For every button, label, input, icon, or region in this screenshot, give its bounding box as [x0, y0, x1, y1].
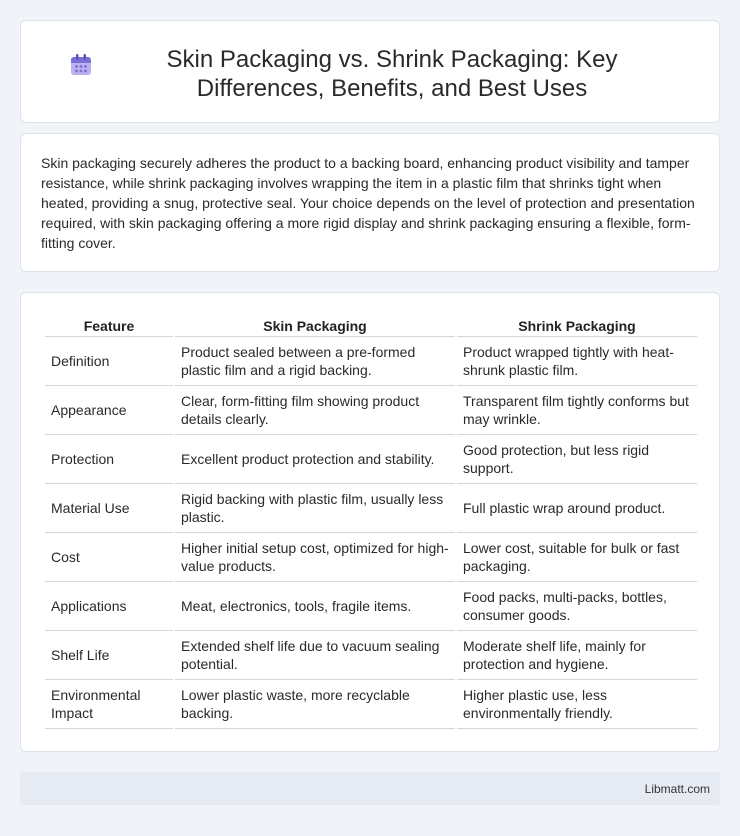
footer-bar: [20, 772, 720, 805]
page-title: Skin Packaging vs. Shrink Packaging: Key Differences, Benefits, and Best Uses: [166, 46, 618, 102]
table-row: [45, 631, 697, 680]
feature-cell: Environmental Impact: [45, 680, 173, 729]
header-card: [20, 20, 720, 123]
table-row: [45, 337, 697, 386]
comparison-table: [43, 315, 699, 729]
table-row: [45, 582, 697, 631]
feature-cell: Protection: [45, 435, 173, 484]
table-row: [45, 533, 697, 582]
table-row: [45, 386, 697, 435]
shrink-cell: Product wrapped tightly with heat-shrunk plastic film.: [457, 337, 697, 386]
skin-cell: Lower plastic waste, more recyclable backing.: [175, 680, 455, 729]
comparison-table-card: [20, 292, 720, 752]
feature-cell: Material Use: [45, 484, 173, 533]
feature-cell: Applications: [45, 582, 173, 631]
skin-cell: Meat, electronics, tools, fragile items.: [175, 582, 455, 631]
skin-cell: Clear, form-fitting film showing product details clearly.: [175, 386, 455, 435]
table-row: [45, 435, 697, 484]
shrink-cell: Lower cost, suitable for bulk or fast packaging.: [457, 533, 697, 582]
table-row: [45, 484, 697, 533]
calendar-icon: [68, 52, 94, 78]
summary-card: [20, 133, 720, 272]
table-header-row: [45, 315, 697, 337]
shrink-cell: Higher plastic use, less environmentally friendly.: [457, 680, 697, 729]
summary-text: Skin packaging securely adheres the product to a backing board, enhancing product visibility and tamper resistance, while shrink packaging involves wrapping the item in a plastic film that shrinks tight when heated, providing a snug, protective seal. Your choice depends on the level of protection and presentation required, with skin packaging offering a more rigid display and shrink packaging ensuring a flexible, form-fitting cover.: [41, 155, 695, 251]
shrink-cell: Moderate shelf life, mainly for protection and hygiene.: [457, 631, 697, 680]
feature-cell: Appearance: [45, 386, 173, 435]
header-feature: Feature: [45, 315, 173, 337]
skin-cell: Rigid backing with plastic film, usually less plastic.: [175, 484, 455, 533]
footer-site-link[interactable]: Libmatt.com: [644, 782, 710, 796]
header-shrink-packaging: Shrink Packaging: [457, 315, 697, 337]
shrink-cell: Transparent film tightly conforms but may wrinkle.: [457, 386, 697, 435]
skin-cell: Extended shelf life due to vacuum sealing potential.: [175, 631, 455, 680]
title-wrap: [21, 21, 719, 103]
shrink-cell: Full plastic wrap around product.: [457, 484, 697, 533]
skin-cell: Excellent product protection and stability.: [175, 435, 455, 484]
feature-cell: Shelf Life: [45, 631, 173, 680]
skin-cell: Higher initial setup cost, optimized for high-value products.: [175, 533, 455, 582]
table-row: [45, 680, 697, 729]
feature-cell: Cost: [45, 533, 173, 582]
shrink-cell: Food packs, multi-packs, bottles, consumer goods.: [457, 582, 697, 631]
header-skin-packaging: Skin Packaging: [175, 315, 455, 337]
shrink-cell: Good protection, but less rigid support.: [457, 435, 697, 484]
skin-cell: Product sealed between a pre-formed plastic film and a rigid backing.: [175, 337, 455, 386]
feature-cell: Definition: [45, 337, 173, 386]
